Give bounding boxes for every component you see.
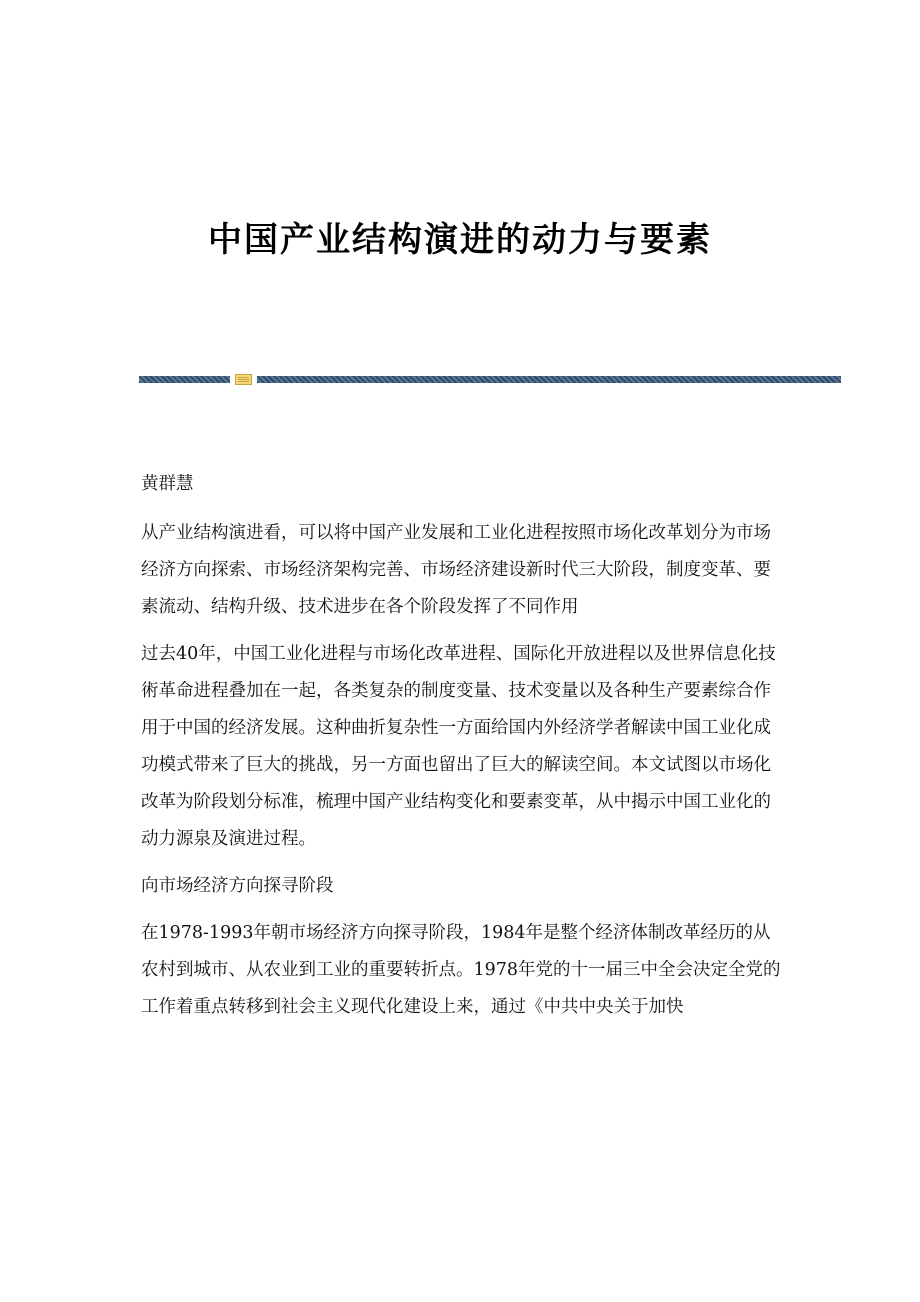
author-name: 黄群慧 <box>141 474 194 494</box>
body-paragraph: 在1978-1993年朝市场经济方向探寻阶段，1984年是整个经济体制改革经历的从农村到城市、从农业到工业的重要转折点。1978年党的十一届三中全会决定全党的工作着重点转移到社会主义现代化建设上来，通过《中共中央关于加快 <box>141 923 781 1017</box>
title-divider <box>139 374 841 385</box>
section-heading: 向市场经济方向探寻阶段 <box>141 876 334 896</box>
body-paragraph: 过去40年，中国工业化进程与市场化改革进程、国际化开放进程以及世界信息化技術革命进程叠加在一起，各类复杂的制度变量、技术变量以及各种生产要素综合作用于中国的经济发展。这种曲折复杂性一方面给国内外经济学者解读中国工业化成功模式带来了巨大的挑战，另一方面也留出了巨大的解读空间。本文试图以市场化改革为阶段划分标准，梳理中国产业结构变化和要素变革，从中揭示中国工业化的动力源泉及演进过程。 <box>141 644 776 849</box>
body-paragraph: 从产业结构演进看，可以将中国产业发展和工业化进程按照市场化改革划分为市场经济方向探索、市场经济架构完善、市场经济建设新时代三大阶段，制度变革、要素流动、结构升级、技术进步在各个阶段发挥了不同作用 <box>141 523 771 617</box>
divider-bar-left <box>139 376 230 383</box>
document-title: 中国产业结构演进的动力与要素 <box>208 220 712 260</box>
divider-ornament-icon <box>235 374 252 385</box>
divider-bar-right <box>257 376 841 383</box>
document-body <box>141 466 783 1036</box>
